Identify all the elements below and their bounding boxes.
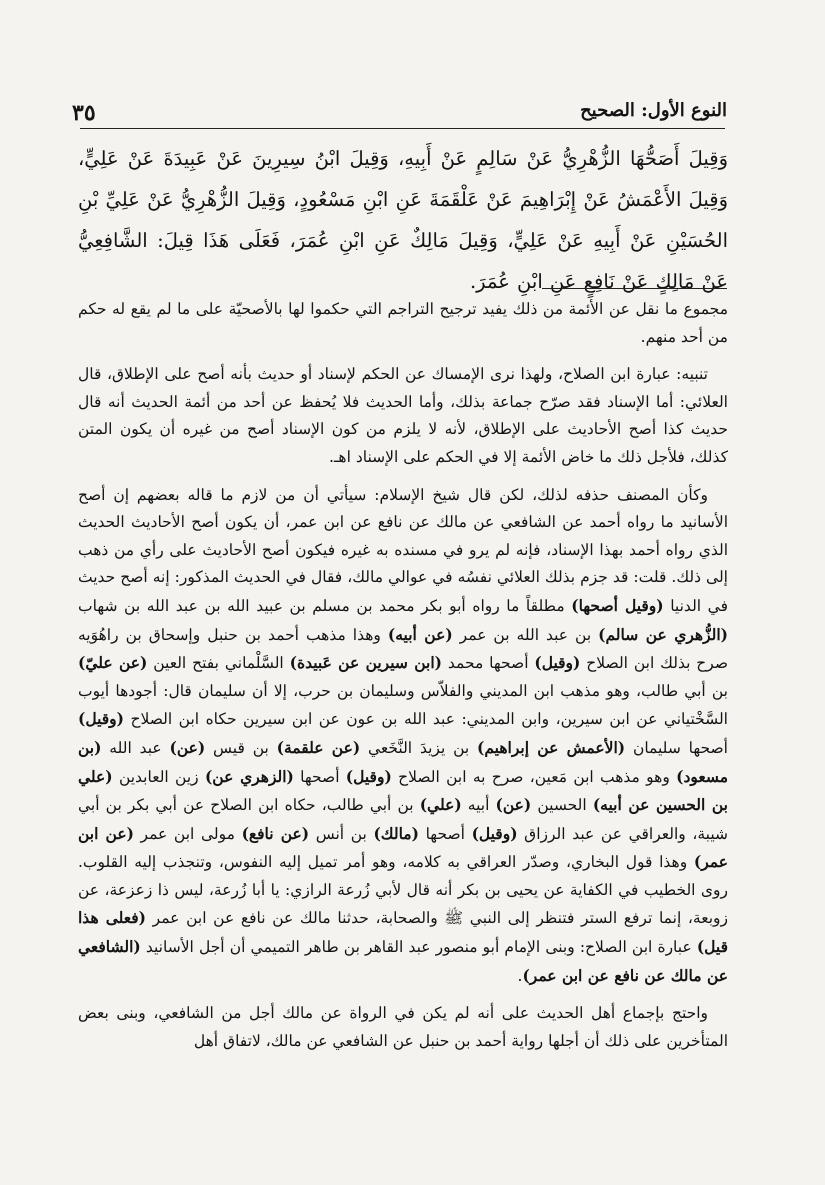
quoted-matn: (الأعمش عن إبراهيم)	[477, 737, 626, 757]
quoted-matn: (وقيل)	[78, 709, 124, 729]
quoted-matn: (عن أبيه)	[387, 624, 453, 644]
quoted-matn: (مالك)	[373, 823, 419, 843]
commentary-text: عبارة ابن الصلاح: وبنى الإمام أبو منصور عبد القاهر بن طاهر التميمي أن أجل الأسانيد	[140, 938, 697, 957]
commentary-text: أبيه	[461, 796, 496, 815]
quoted-matn: (عن نافع)	[241, 823, 310, 843]
quoted-matn: (فعلى هذا قيل)	[78, 908, 728, 957]
commentary-text: بن أبي طالب، حكاه ابن الصلاح عن أبي بكر بن أبي شيبة، والعراقي عن عبد الرزاق	[78, 796, 729, 843]
quoted-matn: (وقيل)	[534, 653, 581, 673]
commentary-text: السَّلْماني بفتح العين	[147, 654, 290, 673]
commentary-text: بن أبي طالب، وهو مذهب ابن المديني والفلاّس وسليمان بن حرب، إلا أن سليمان قال: أجودها أيوب السَّخْتياني عن ابن سيرين، وابن المديني: عبد الله بن عون عن ابن سيرين حكاه ابن الصلاح	[78, 681, 728, 729]
quoted-matn: (وقيل أصحها)	[571, 595, 664, 615]
page-header	[72, 100, 727, 130]
quoted-matn: (علي)	[419, 795, 462, 815]
commentary-text: أصحها	[418, 824, 472, 843]
main-text	[78, 138, 728, 302]
quoted-matn: (الزُّهري عن سالم)	[598, 624, 728, 644]
quoted-matn: (عن ابن عمر)	[78, 823, 728, 872]
quoted-matn: (وقيل)	[471, 823, 518, 843]
commentary-text: وهذا مذهب أحمد بن حنبل وإسحاق بن راهُوَيه صرح بذلك ابن الصلاح	[78, 625, 728, 673]
main-text-paragraph: وَقِيلَ أَصَحُّهَا الزُّهْرِيُّ عَنْ سَالِمٍ عَنْ أَبِيهِ، وَقِيلَ ابْنُ سِيرِينَ عَنْ عَبِيدَةَ عَنْ عَلِيٍّ، وَقِيلَ الأَعْمَشُ عَنْ إِبْرَاهِيمَ عَنْ عَلْقَمَةَ عَنِ ابْنِ مَسْعُودٍ، وَقِيلَ الزُّهْرِيُّ عَنْ عَلِيِّ بْنِ الحُسَيْنِ عَنْ أَبِيهِ عَنْ عَلِيٍّ، وَقِيلَ مَالِكٌ عَنِ ابْنِ عُمَرَ، فَعَلَى هَذَا قِيلَ: الشَّافِعِيُّ عَنْ مَالِكٍ عَنْ نَافِعٍ عَنِ ابْنِ عُمَرَ.	[78, 147, 728, 293]
commentary-text: وكأن المصنف حذفه لذلك، لكن قال شيخ الإسلام: سيأتي أن من لازم ما قاله بعضهم إن أصح الأسانيد ما رواه أحمد عن الشافعي عن مالك عن نافع عن ابن عمر، أن يكون أصح الأحاديث الحديث الذي رواه أحمد بهذا الإسناد، فإنه لم يرو في مسنده به غيره فيكون أصح الأحاديث على رأي من ذهب إلى ذلك. قلت: قد جزم بذلك العلائي نفسُه في عوالي مالك، فقال في الحديث المذكور: إنه أصح حديث في الدنيا	[78, 485, 729, 615]
quoted-matn: (عن)	[495, 795, 532, 815]
commentary-text: أصحها سليمان	[625, 738, 728, 757]
commentary-paragraph-1: مجموع ما نقل عن الأئمة من ذلك يفيد ترجيح التراجم التي حكموا لها بالأصحيّة على ما لم يقع له حكم من أحد منهم.	[78, 300, 728, 346]
page-number: ٣٥	[72, 100, 96, 126]
quoted-matn: (عن)	[169, 737, 206, 757]
commentary-text: بن أنس	[309, 824, 374, 843]
commentary-text: مولى ابن عمر	[133, 824, 242, 843]
quoted-matn: (وقيل)	[345, 766, 392, 786]
quoted-matn: (الزهري عن)	[204, 766, 294, 786]
quoted-matn: (بن مسعود)	[78, 737, 728, 786]
footnote-separator	[542, 288, 727, 289]
quoted-matn: (علي بن الحسين عن أبيه)	[78, 766, 728, 815]
running-title: النوع الأول: الصحيح	[580, 100, 727, 121]
commentary-text: وهو مذهب ابن مَعين، صرح به ابن الصلاح	[391, 767, 677, 786]
commentary-text: بن قيس	[205, 738, 277, 757]
commentary-text: عبد الله	[101, 738, 170, 757]
quoted-matn: (عن علقمة)	[276, 737, 361, 757]
quoted-matn: (ابن سيرين عن عَبيدة)	[289, 653, 442, 673]
commentary-text: .	[517, 966, 523, 985]
commentary-text: بن عبد الله بن عمر	[452, 625, 599, 644]
commentary-text: أصحها محمد	[442, 654, 535, 673]
commentary-text: مطلقاً ما رواه أبو بكر محمد بن مسلم بن عبيد الله بن عبد الله بن شهاب	[78, 596, 572, 615]
commentary	[78, 296, 728, 1065]
commentary-text: أصحها	[293, 767, 346, 786]
quoted-matn: (الشافعي عن مالك عن نافع عن ابن عمر)	[78, 937, 728, 985]
commentary-text: زين العابدين	[112, 767, 205, 786]
commentary-text: وهذا قول البخاري، وصدّر العراقي به كلامه، وهو أمر تميل إليه النفوس، وتنجذب إليه القلوب. روى الخطيب في الكفاية عن يحيى بن بكر أنه قال لأبي زُرعة الرازي: يا أبا زُرعة، ليس ذا زعزعة، عن زوبعة، إنما ترفع الستر فتنظر إلى النبي ﷺ والصحابة، حدثنا مالك عن نافع عن ابن عمر	[78, 853, 728, 928]
commentary-paragraph-3	[78, 482, 728, 991]
commentary-text: الحسين	[531, 796, 593, 815]
commentary-paragraph-2: تنبيه: عبارة ابن الصلاح، ولهذا نرى الإمساك عن الحكم لإسناد أو حديث بأنه أصح على الإطلاق، قال العلائي: أما الإسناد فقد صرّح جماعة بذلك، وأما الحديث فلا يُحفظ عن أحد من أئمة الحديث أنه قال حديث كذا أصح الأحاديث على الإطلاق، لأنه لا يلزم من كون الإسناد أصح من غيره أن يكون المتن كذلك، فلأجل ذلك ما خاض الأئمة إلا في الحكم على الإسناد اهـ.	[78, 365, 728, 466]
header-rule	[80, 128, 725, 129]
commentary-text: بن يزيدَ النَّخَعي	[360, 738, 478, 757]
commentary-paragraph-4: واحتج بإجماع أهل الحديث على أنه لم يكن في الرواة عن مالك أجل من الشافعي، وبنى بعض المتأخرين على ذلك أن أجلها رواية أحمد بن حنبل عن الشافعي عن مالك، لاتفاق أهل	[78, 1004, 728, 1050]
quoted-matn: (عن عليّ)	[78, 653, 148, 673]
